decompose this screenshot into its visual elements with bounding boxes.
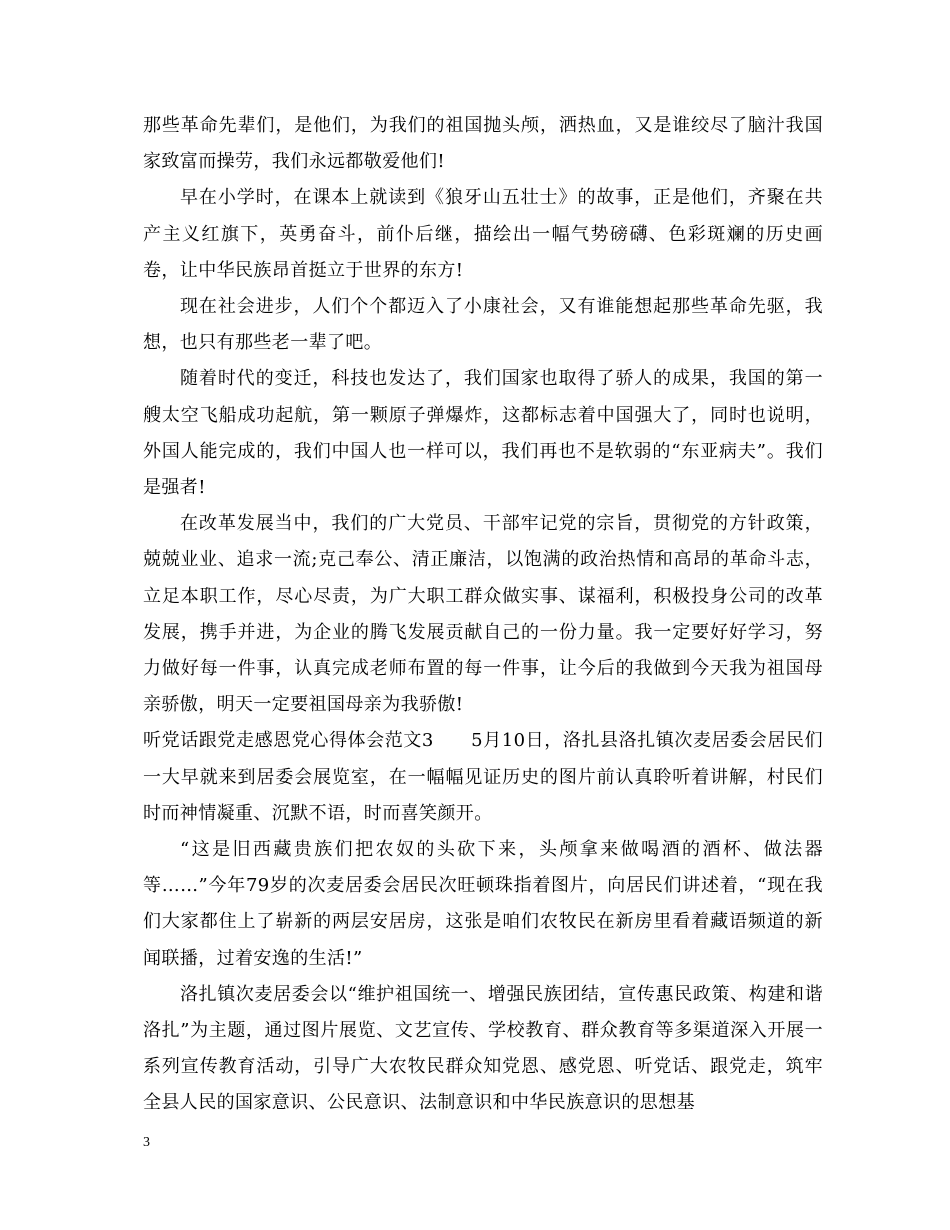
paragraph-1: 那些革命先辈们，是他们，为我们的祖国抛头颅，洒热血，又是谁绞尽了脑汁我国家致富而操劳，我们永远都敬爱他们!: [143, 115, 823, 173]
page-number: 3: [143, 1135, 150, 1150]
paragraph-3: 现在社会进步，人们个个都迈入了小康社会，又有谁能想起那些革命先驱，我想，也只有那些老一辈了吧。: [143, 296, 823, 354]
paragraph-8: 洛扎镇次麦居委会以“维护祖国统一、增强民族团结，宣传惠民政策、构建和谐洛扎”为主题，通过图片展览、文艺宣传、学校教育、群众教育等多渠道深入开展一系列宣传教育活动，引导广大农牧民群众知党恩、感党恩、听党话、跟党走，筑牢全县人民的国家意识、公民意识、法制意识和中华民族意识的思想基: [143, 983, 823, 1114]
paragraph-2: 早在小学时，在课本上就读到《狼牙山五壮士》的故事，正是他们，齐聚在共产主义红旗下，英勇奋斗，前仆后继，描绘出一幅气势磅礴、色彩斑斓的历史画卷，让中华民族昂首挺立于世界的东方!: [143, 187, 823, 281]
paragraph-5: 在改革发展当中，我们的广大党员、干部牢记党的宗旨，贯彻党的方针政策，兢兢业业、追求一流;克己奉公、清正廉洁，以饱满的政治热情和高昂的革命斗志，立足本职工作，尽心尽责，为广大职工群众做实事、谋福利，积极投身公司的改革发展，携手并进，为企业的腾飞发展贡献自己的一份力量。我一定要好好学习，努力做好每一件事，认真完成老师布置的每一件事，让今后的我做到今天我为祖国母亲骄傲，明天一定要祖国母亲为我骄傲!: [143, 513, 823, 716]
body-text: [143, 108, 823, 1122]
paragraph-6-heading: 听党话跟党走感恩党心得体会范文3 5月10日，洛扎县洛扎镇次麦居委会居民们一大早就来到居委会展览室，在一幅幅见证历史的图片前认真聆听着讲解，村民们时而神情凝重、沉默不语，时而喜笑颜开。: [143, 730, 823, 824]
paragraph-7: “这是旧西藏贵族们把农奴的头砍下来，头颅拿来做喝酒的酒杯、做法器等……”今年79岁的次麦居委会居民次旺顿珠指着图片，向居民们讲述着，“现在我们大家都住上了崭新的两层安居房，这张是咱们农牧民在新房里看着藏语频道的新闻联播，过着安逸的生活!”: [143, 839, 823, 969]
paragraph-4: 随着时代的变迁，科技也发达了，我们国家也取得了骄人的成果，我国的第一艘太空飞船成功起航，第一颗原子弹爆炸，这都标志着中国强大了，同时也说明，外国人能完成的，我们中国人也一样可以，我们再也不是软弱的“东亚病夫”。我们是强者!: [143, 368, 823, 499]
